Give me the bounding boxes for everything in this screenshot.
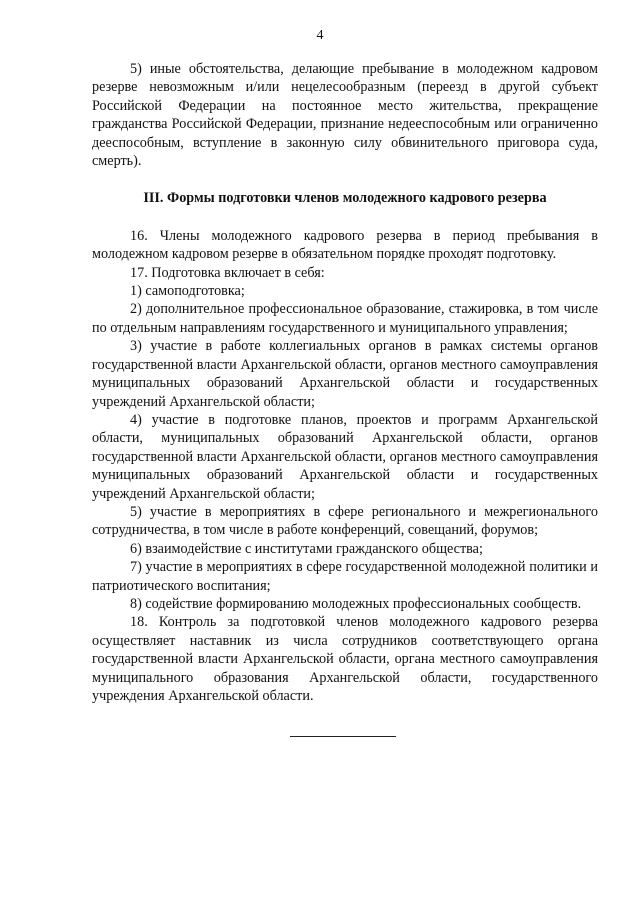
list-item-7: 7) участие в мероприятиях в сфере государственной молодежной политики и патриотического воспитания; (92, 559, 598, 594)
paragraph-16: 16. Члены молодежного кадрового резерва в период пребывания в молодежном кадровом резерве в обязательном порядке проходят подготовку. (92, 227, 598, 263)
list-item-8: 8) содействие формированию молодежных профессиональных сообществ. (130, 595, 582, 612)
paragraph-item-5-reasons: 5) иные обстоятельства, делающие пребывание в молодежном кадровом резерве невозможным и/или нецелесообразным (переезд в другой субъект Российской Федерации на постоянное место жительства, прекращение гражданства Российской Федерации, признание недееспособным или ограниченно дееспособным, вступление в законную силу обвинительного приговора суда, смерть). (92, 61, 598, 170)
document-body (92, 60, 598, 705)
list-item-5: 5) участие в мероприятиях в сфере регионального и межрегионального сотрудничества, в том числе в работе конференций, совещаний, форумов; (92, 503, 598, 539)
list-item-6: 6) взаимодействие с институтами гражданского общества; (130, 540, 483, 557)
page-number: 4 (316, 28, 324, 43)
list-item-3: 3) участие в работе коллегиальных органов в рамках системы органов государственной власти Архангельской области, органов местного самоуправления муниципальных образований Архангельской области и государственных учреждений Архангельской области; (92, 338, 598, 410)
list-item-1: 1) самоподготовка; (130, 283, 245, 300)
paragraph-18: 18. Контроль за подготовкой членов молодежного кадрового резерва осуществляет наставник из числа сотрудников соответствующего органа государственной власти Архангельской области, органа местного самоуправления муниципального образования Архангельской области, государственного учреждения Архангельской области. (92, 614, 598, 704)
paragraph-17: 17. Подготовка включает в себя: (130, 264, 325, 281)
end-of-document-rule (290, 736, 396, 737)
section-heading: III. Формы подготовки членов молодежного кадрового резерва (143, 190, 547, 207)
list-item-4: 4) участие в подготовке планов, проектов и программ Архангельской области, муниципальных образований Архангельской области, органов государственной власти Архангельской области, органов местного самоуправления муниципальных образований Архангельской области и государственных учреждений Архангельской области; (92, 411, 598, 502)
list-item-2: 2) дополнительное профессиональное образование, стажировка, в том числе по отдельным направлениям государственного и муниципального управления; (92, 301, 598, 336)
